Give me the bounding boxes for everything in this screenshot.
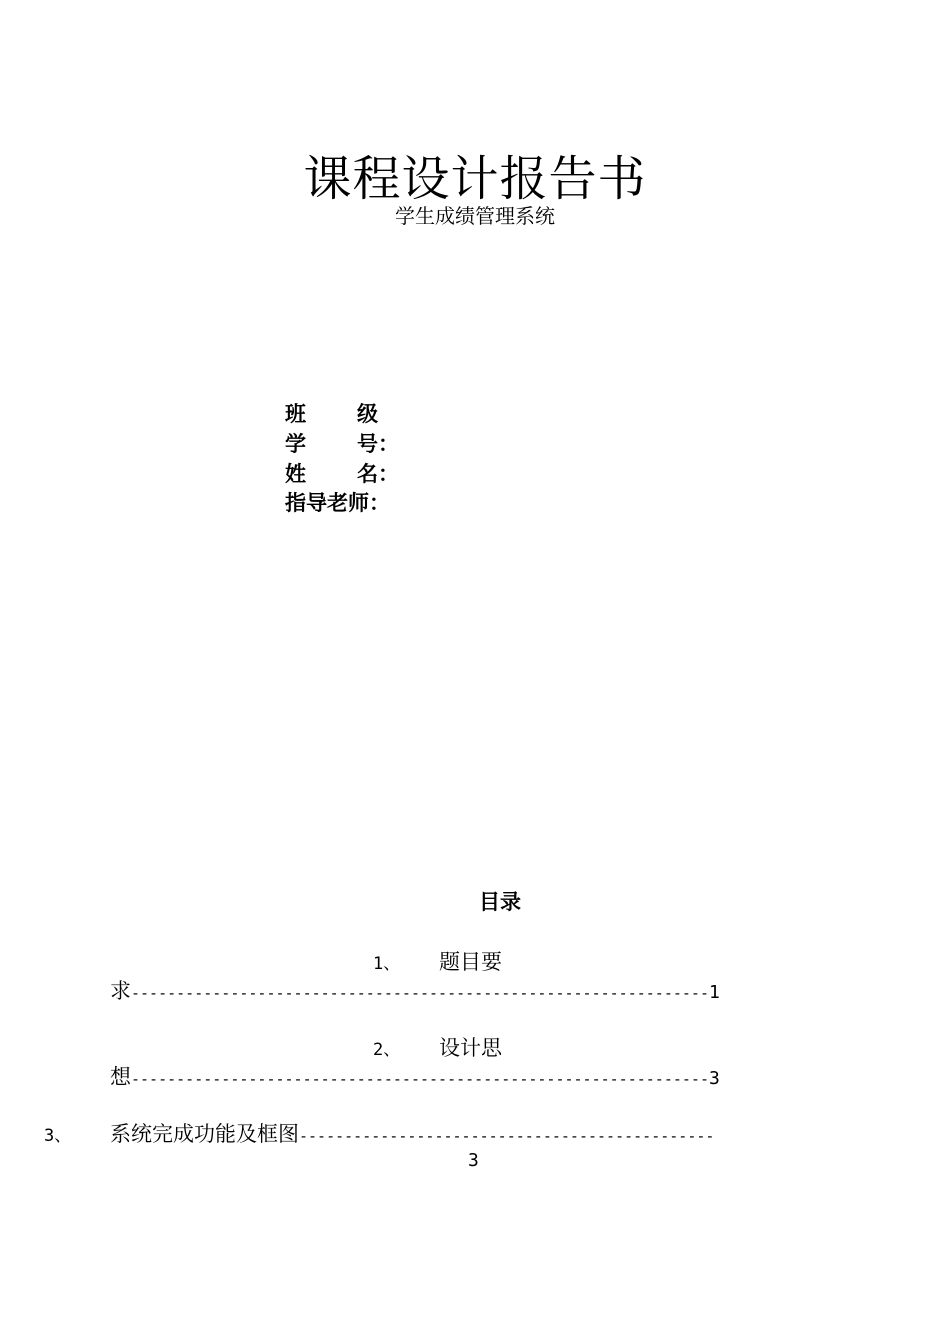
- toc-entry-3-title: 系统完成功能及框图: [110, 1122, 299, 1146]
- toc-entry-2-title-line2: 想: [110, 1065, 131, 1089]
- toc-entry-1-title-line2: 求: [110, 979, 131, 1003]
- toc-entry-1-title-line1: 题目要: [439, 950, 502, 974]
- field-student-id-label-a: 学: [285, 432, 306, 456]
- report-title: 课程设计报告书: [303, 151, 647, 207]
- field-class-label-a: 班: [285, 402, 306, 426]
- field-advisor: [285, 487, 390, 517]
- toc-entry-2-dashes: ----------------------------------------------------------------: [131, 1070, 709, 1088]
- toc-entry-1-page: 1: [708, 982, 720, 1003]
- toc-entry-3-dashes: ----------------------------------------------: [299, 1127, 715, 1145]
- toc-entry-1-number: 1、: [373, 954, 401, 974]
- toc-entry-1-header: [373, 946, 502, 976]
- field-advisor-colon: ：: [369, 491, 390, 515]
- field-name-label-b: 名: [357, 462, 378, 486]
- field-name-colon: ：: [378, 462, 399, 486]
- toc-entry-3-page: 3: [468, 1150, 479, 1171]
- toc-entry-2-leader: [110, 1061, 720, 1091]
- toc-entry-3-number: 3、: [44, 1126, 72, 1146]
- field-student-id-colon: ：: [378, 432, 399, 456]
- toc-entry-2-page: 3: [708, 1068, 720, 1089]
- field-class-label-b: 级: [357, 402, 378, 426]
- toc-entry-3-header: [44, 1118, 714, 1148]
- toc-entry-2-number: 2、: [373, 1040, 401, 1060]
- toc-entry-1-leader: [110, 975, 720, 1005]
- field-advisor-label-a: 指导老师: [285, 491, 369, 515]
- field-student-id-label-b: 号: [357, 432, 378, 456]
- toc-entry-2-title-line1: 设计思: [439, 1036, 502, 1060]
- field-class: [285, 398, 378, 428]
- report-subtitle: 学生成绩管理系统: [395, 204, 555, 228]
- toc-entry-2-header: [373, 1032, 502, 1062]
- field-name-label-a: 姓: [285, 462, 306, 486]
- toc-heading: 目录: [479, 890, 521, 914]
- field-student-id: [285, 428, 399, 458]
- toc-entry-1-dashes: ----------------------------------------------------------------: [131, 984, 709, 1002]
- field-name: [285, 458, 399, 488]
